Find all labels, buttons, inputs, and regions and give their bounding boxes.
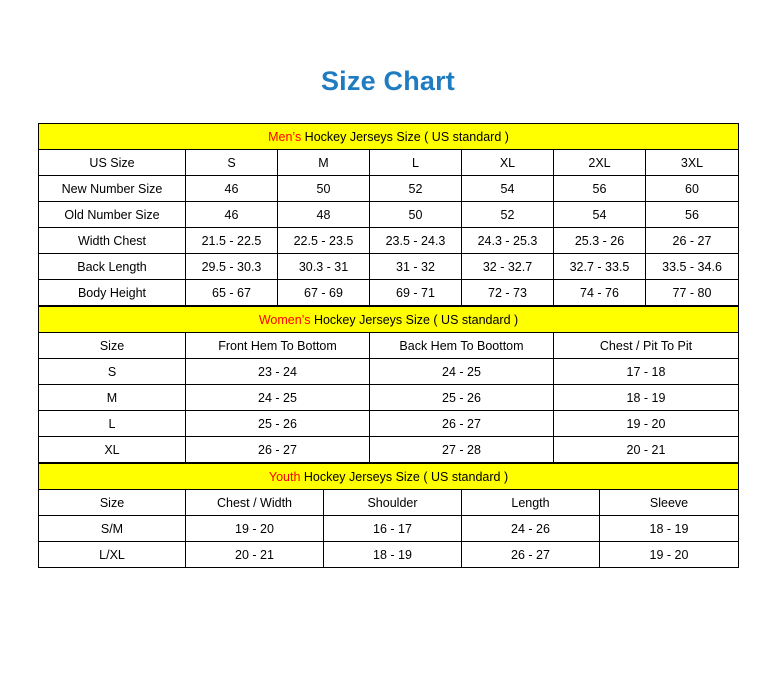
mens-row-0-val-0: 46 (186, 176, 278, 202)
youth-section-heading (39, 464, 739, 490)
mens-row-4-val-2: 69 - 71 (370, 280, 462, 306)
mens-row-4-val-5: 77 - 80 (646, 280, 739, 306)
womens-size-table (38, 306, 739, 463)
youth-row-1-val-1: 18 - 19 (324, 542, 462, 568)
mens-row-2-val-0: 21.5 - 22.5 (186, 228, 278, 254)
mens-section-heading (39, 124, 739, 150)
mens-row-3-label: Back Length (39, 254, 186, 280)
mens-heading-gender: Men’s (268, 129, 302, 144)
mens-row-1-val-0: 46 (186, 202, 278, 228)
mens-col-5: 2XL (554, 150, 646, 176)
womens-row-3-val-2: 20 - 21 (554, 437, 739, 463)
table-row (39, 280, 739, 306)
mens-row-3-val-1: 30.3 - 31 (278, 254, 370, 280)
mens-row-0-val-2: 52 (370, 176, 462, 202)
mens-section-heading-row (39, 124, 739, 150)
mens-row-3-val-3: 32 - 32.7 (462, 254, 554, 280)
womens-row-1-val-1: 25 - 26 (370, 385, 554, 411)
womens-row-0-val-2: 17 - 18 (554, 359, 739, 385)
mens-row-2-val-4: 25.3 - 26 (554, 228, 646, 254)
womens-row-0-val-0: 23 - 24 (186, 359, 370, 385)
table-row (39, 411, 739, 437)
mens-col-6: 3XL (646, 150, 739, 176)
womens-row-3-val-1: 27 - 28 (370, 437, 554, 463)
mens-heading-rest: Hockey Jerseys Size ( US standard ) (301, 129, 509, 144)
youth-row-0-val-2: 24 - 26 (462, 516, 600, 542)
mens-row-1-val-3: 52 (462, 202, 554, 228)
table-row (39, 542, 739, 568)
womens-row-1-label: M (39, 385, 186, 411)
womens-section-heading (39, 307, 739, 333)
womens-col-1: Front Hem To Bottom (186, 333, 370, 359)
mens-col-2: M (278, 150, 370, 176)
womens-row-2-label: L (39, 411, 186, 437)
mens-row-0-val-1: 50 (278, 176, 370, 202)
womens-row-3-val-0: 26 - 27 (186, 437, 370, 463)
youth-column-header-row (39, 490, 739, 516)
table-row (39, 359, 739, 385)
womens-col-3: Chest / Pit To Pit (554, 333, 739, 359)
youth-row-1-val-0: 20 - 21 (186, 542, 324, 568)
mens-row-2-val-1: 22.5 - 23.5 (278, 228, 370, 254)
mens-row-3-val-0: 29.5 - 30.3 (186, 254, 278, 280)
table-row (39, 254, 739, 280)
youth-col-0: Size (39, 490, 186, 516)
womens-row-2-val-0: 25 - 26 (186, 411, 370, 437)
youth-heading-rest: Hockey Jerseys Size ( US standard ) (300, 469, 509, 484)
mens-row-2-val-2: 23.5 - 24.3 (370, 228, 462, 254)
mens-row-4-label: Body Height (39, 280, 186, 306)
table-row (39, 437, 739, 463)
womens-column-header-row (39, 333, 739, 359)
mens-col-3: L (370, 150, 462, 176)
youth-section-heading-row (39, 464, 739, 490)
mens-row-1-val-5: 56 (646, 202, 739, 228)
mens-row-3-val-2: 31 - 32 (370, 254, 462, 280)
mens-row-1-val-2: 50 (370, 202, 462, 228)
mens-col-1: S (186, 150, 278, 176)
table-row (39, 202, 739, 228)
youth-heading-gender: Youth (268, 469, 301, 484)
youth-row-0-val-0: 19 - 20 (186, 516, 324, 542)
womens-row-2-val-1: 26 - 27 (370, 411, 554, 437)
mens-row-4-val-0: 65 - 67 (186, 280, 278, 306)
mens-row-4-val-4: 74 - 76 (554, 280, 646, 306)
mens-col-4: XL (462, 150, 554, 176)
womens-col-0: Size (39, 333, 186, 359)
youth-col-4: Sleeve (600, 490, 739, 516)
womens-row-0-label: S (39, 359, 186, 385)
mens-row-1-val-1: 48 (278, 202, 370, 228)
mens-row-0-val-5: 60 (646, 176, 739, 202)
mens-row-1-val-4: 54 (554, 202, 646, 228)
womens-row-0-val-1: 24 - 25 (370, 359, 554, 385)
womens-row-3-label: XL (39, 437, 186, 463)
youth-size-table (38, 463, 739, 568)
mens-row-3-val-4: 32.7 - 33.5 (554, 254, 646, 280)
youth-col-1: Chest / Width (186, 490, 324, 516)
mens-row-0-label: New Number Size (39, 176, 186, 202)
mens-column-header-row (39, 150, 739, 176)
mens-row-0-val-3: 54 (462, 176, 554, 202)
mens-row-4-val-1: 67 - 69 (278, 280, 370, 306)
womens-row-2-val-2: 19 - 20 (554, 411, 739, 437)
table-row (39, 516, 739, 542)
table-row (39, 176, 739, 202)
table-row (39, 385, 739, 411)
mens-row-1-label: Old Number Size (39, 202, 186, 228)
youth-row-1-val-2: 26 - 27 (462, 542, 600, 568)
womens-section-heading-row (39, 307, 739, 333)
womens-heading-rest: Hockey Jerseys Size ( US standard ) (310, 312, 519, 327)
mens-size-table (38, 123, 739, 306)
mens-row-3-val-5: 33.5 - 34.6 (646, 254, 739, 280)
mens-row-2-label: Width Chest (39, 228, 186, 254)
table-row (39, 228, 739, 254)
mens-row-2-val-3: 24.3 - 25.3 (462, 228, 554, 254)
mens-col-0: US Size (39, 150, 186, 176)
womens-heading-gender: Women’s (258, 312, 311, 327)
size-chart-tables (38, 123, 738, 568)
youth-row-1-label: L/XL (39, 542, 186, 568)
youth-row-0-val-1: 16 - 17 (324, 516, 462, 542)
womens-row-1-val-0: 24 - 25 (186, 385, 370, 411)
youth-row-0-val-3: 18 - 19 (600, 516, 739, 542)
mens-row-4-val-3: 72 - 73 (462, 280, 554, 306)
youth-col-2: Shoulder (324, 490, 462, 516)
youth-row-1-val-3: 19 - 20 (600, 542, 739, 568)
womens-col-2: Back Hem To Boottom (370, 333, 554, 359)
youth-row-0-label: S/M (39, 516, 186, 542)
mens-row-0-val-4: 56 (554, 176, 646, 202)
womens-row-1-val-2: 18 - 19 (554, 385, 739, 411)
mens-row-2-val-5: 26 - 27 (646, 228, 739, 254)
youth-col-3: Length (462, 490, 600, 516)
page-title: Size Chart (320, 66, 456, 96)
